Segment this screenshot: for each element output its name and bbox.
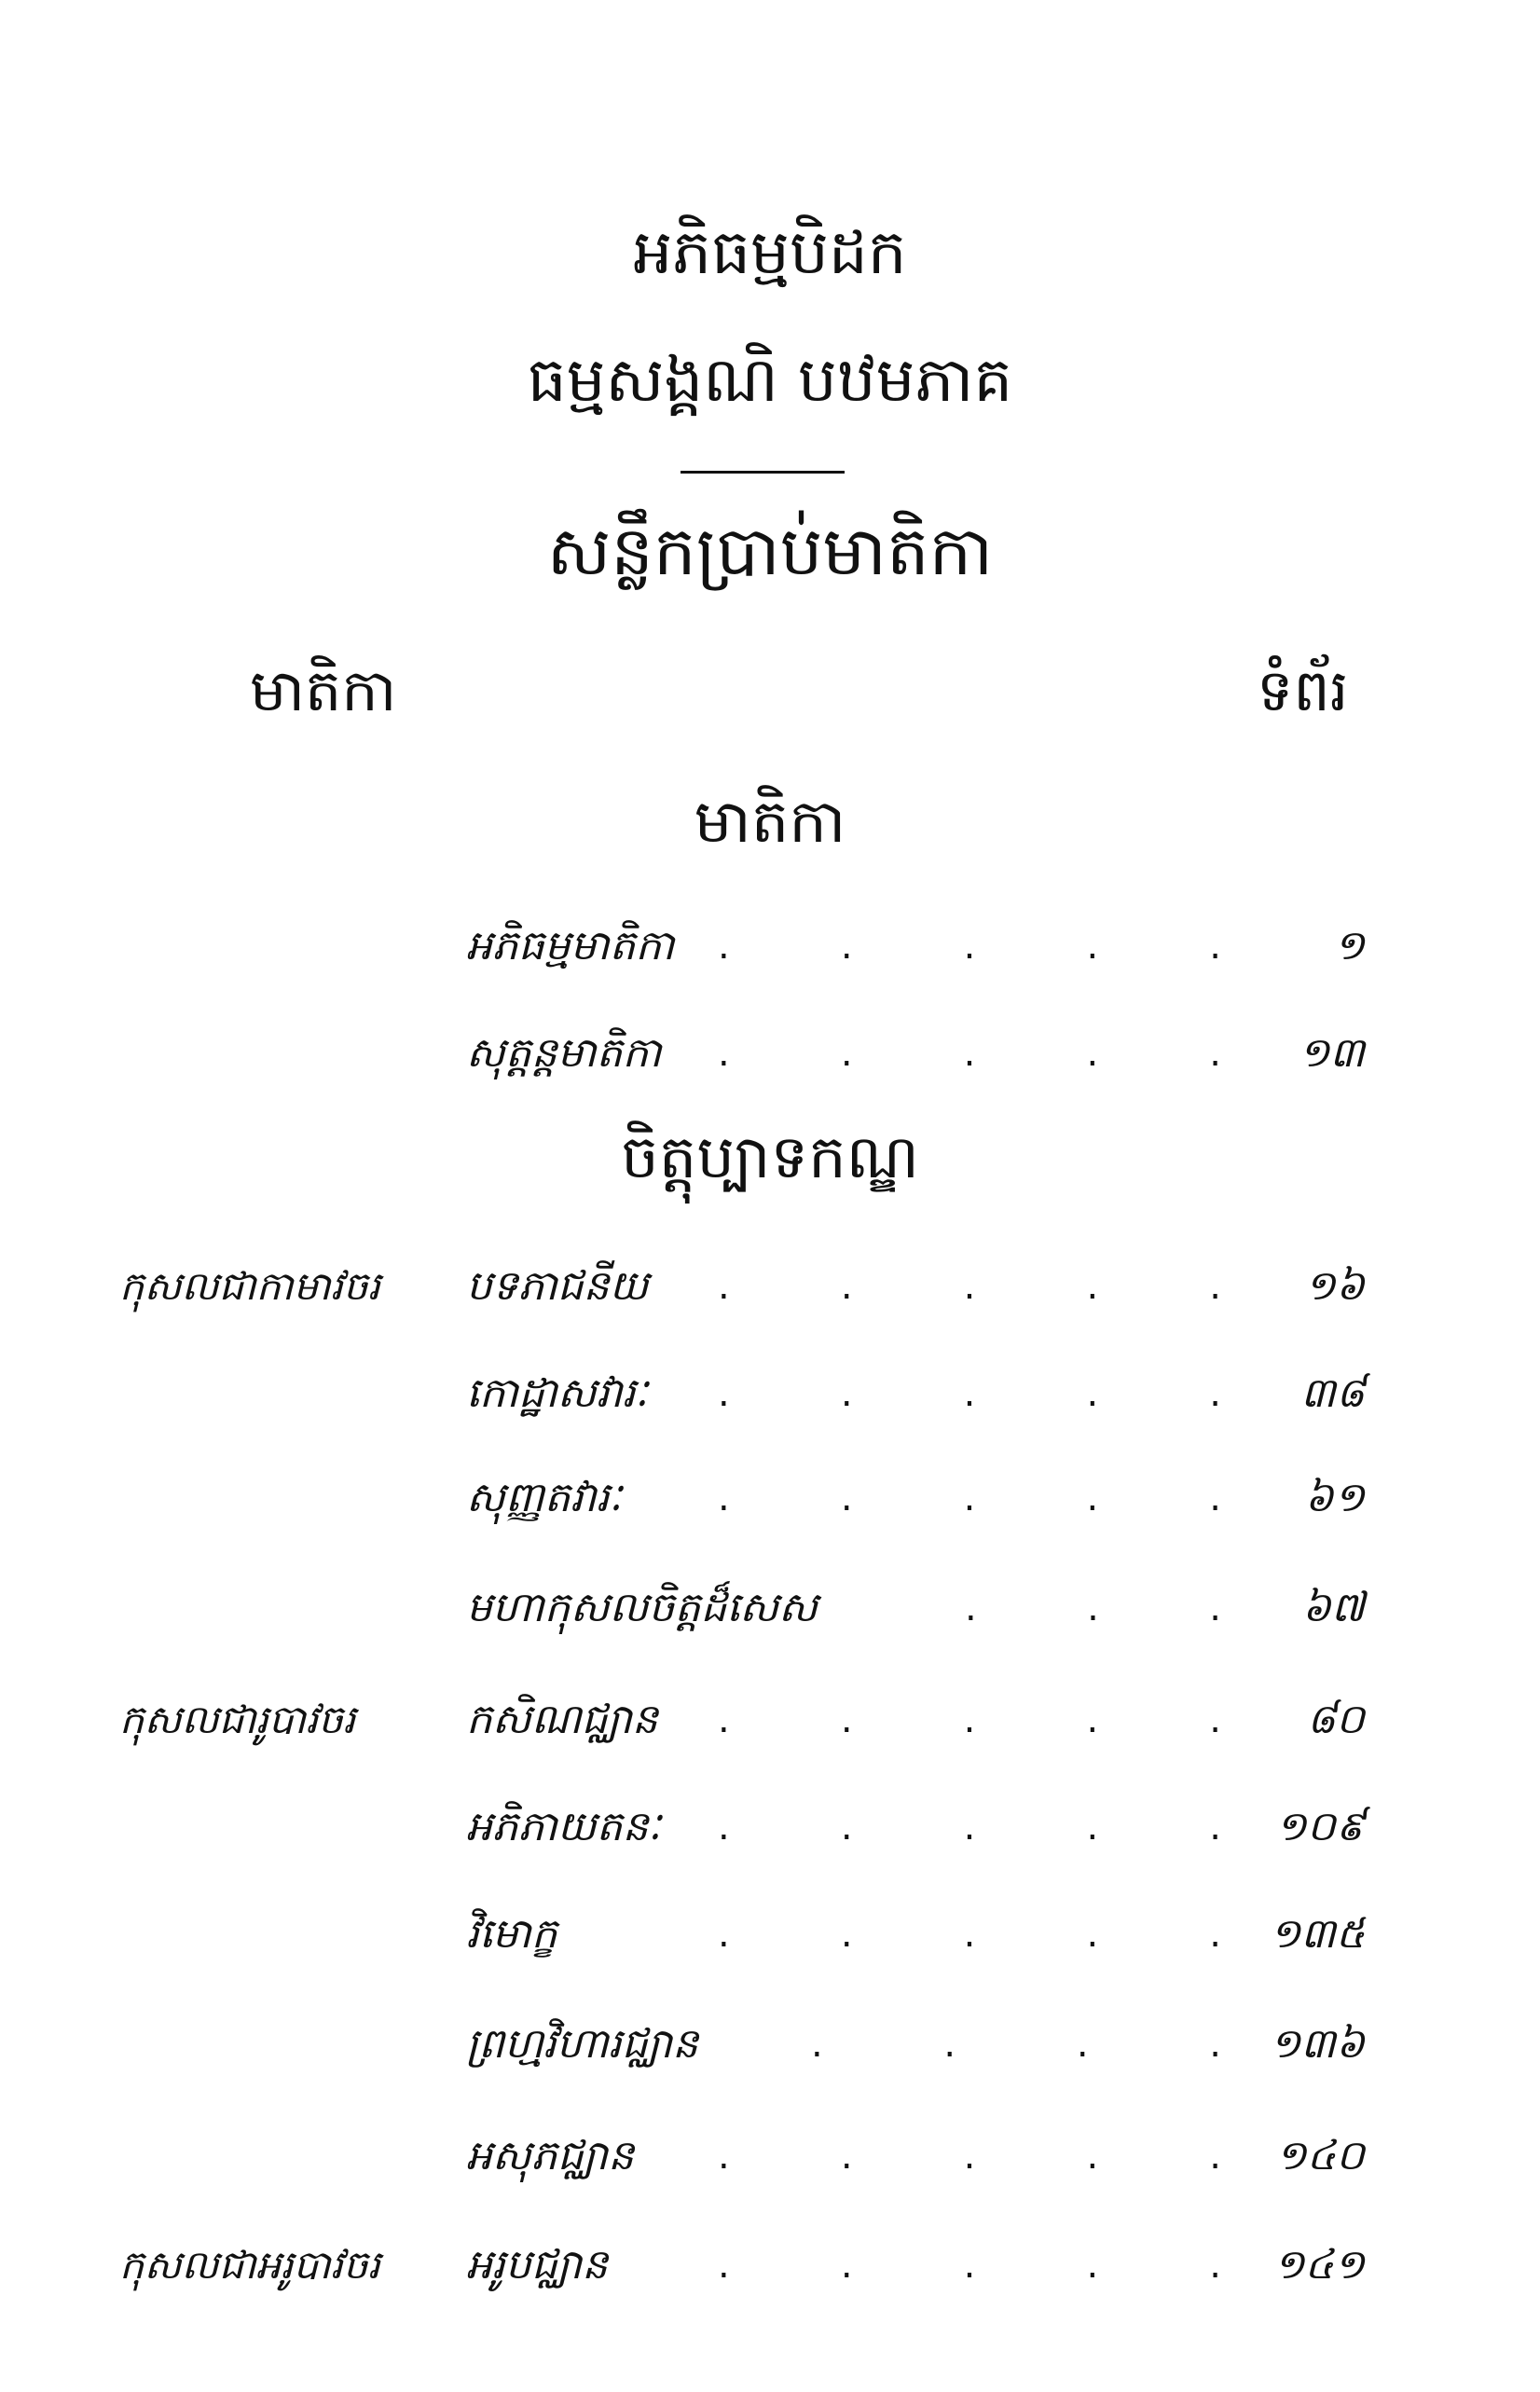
title-divider xyxy=(681,471,845,474)
toc-row[interactable] xyxy=(0,914,1540,979)
toc-entry-label: អភិភាយតនៈ xyxy=(466,1803,661,1850)
dot-leader: . . . . . xyxy=(718,2244,1221,2287)
toc-row[interactable] xyxy=(0,2233,1540,2298)
toc-heading: សន្លឹកប្រាប់មាតិកា xyxy=(546,512,994,590)
toc-page-number: ៦៧ xyxy=(1301,1584,1365,1631)
volume-title: ធម្មសង្គណិ បឋមភាគ xyxy=(527,344,1013,416)
toc-group: កុសលជាអរូបាវចរ xyxy=(119,2242,380,2288)
toc-page-number: ១០៩ xyxy=(1275,1803,1365,1850)
toc-entry-label: កោដ្ឋាសវារៈ xyxy=(466,1369,648,1417)
toc-row[interactable] xyxy=(0,1254,1540,1319)
column-header-page: ទំព័រ xyxy=(1257,656,1349,724)
dot-leader: . . . . . xyxy=(718,1913,1221,1956)
book-title: អភិធម្មបិដក xyxy=(633,216,907,288)
toc-page-number: ៣៨ xyxy=(1300,1369,1365,1417)
toc-page-number: ៨០ xyxy=(1306,1696,1365,1743)
toc-row[interactable] xyxy=(0,1465,1540,1531)
toc-entry-label: ព្រហ្មវិហារជ្ឈាន xyxy=(466,2020,699,2068)
toc-page-number: ១៤០ xyxy=(1275,2132,1365,2179)
toc-page-number: ១៣៥ xyxy=(1269,1910,1365,1958)
toc-page-number: ១៣ xyxy=(1299,1029,1365,1077)
column-header-contents: មាតិកា xyxy=(250,656,397,724)
dot-leader: . . . . . xyxy=(718,1032,1221,1075)
toc-entry-label: អរូបជ្ឈាន xyxy=(466,2241,609,2289)
toc-row[interactable] xyxy=(0,1687,1540,1753)
toc-group: កុសលជារូបាវចរ xyxy=(119,1697,356,1742)
dot-leader: . . . . . xyxy=(718,1372,1221,1415)
toc-row[interactable] xyxy=(0,2124,1540,2189)
dot-leader: . . . . xyxy=(811,2023,1221,2066)
toc-row[interactable] xyxy=(0,1902,1540,1967)
toc-entry-label: អសុភជ្ឈាន xyxy=(466,2132,635,2179)
dot-leader: . . . . . xyxy=(718,925,1221,968)
toc-entry-label: កសិណជ្ឈាន xyxy=(466,1696,658,1743)
toc-page-number: ១៤១ xyxy=(1273,2241,1365,2289)
toc-page-number: ១៦ xyxy=(1304,1262,1365,1310)
toc-row[interactable] xyxy=(0,2012,1540,2077)
toc-entry-label: អភិធម្មមាតិកា xyxy=(466,922,675,969)
toc-row[interactable] xyxy=(0,1361,1540,1426)
toc-group: កុសលជាកាមាវចរ xyxy=(119,1263,380,1309)
dot-leader: . . . . . xyxy=(718,1477,1221,1519)
section-title-matika: មាតិកា xyxy=(694,788,846,857)
toc-entry-label: មហាកុសលចិត្តដ៏សេស xyxy=(466,1584,818,1631)
toc-page-number: ១ xyxy=(1333,922,1365,969)
dot-leader: . . . xyxy=(965,1587,1221,1629)
toc-row[interactable] xyxy=(0,1575,1540,1641)
toc-entry-label: វិមោក្ខ xyxy=(466,1910,557,1958)
toc-entry-label: បទភាជនីយ xyxy=(466,1262,649,1310)
toc-page-number: ១៣៦ xyxy=(1269,2020,1365,2068)
dot-leader: . . . . . xyxy=(718,1698,1221,1741)
dot-leader: . . . . . xyxy=(718,1265,1221,1308)
toc-entry-label: សុត្តន្តមាតិកា xyxy=(466,1029,662,1077)
dot-leader: . . . . . xyxy=(718,1806,1221,1849)
dot-leader: . . . . . xyxy=(718,2135,1221,2178)
section-title-cittuppada: ចិត្តុប្បាទកណ្ឌ xyxy=(621,1123,919,1192)
toc-row[interactable] xyxy=(0,1021,1540,1086)
toc-page-number: ៦១ xyxy=(1304,1474,1365,1521)
toc-entry-label: សុញ្ញតវារៈ xyxy=(466,1474,623,1521)
toc-row[interactable] xyxy=(0,1794,1540,1860)
